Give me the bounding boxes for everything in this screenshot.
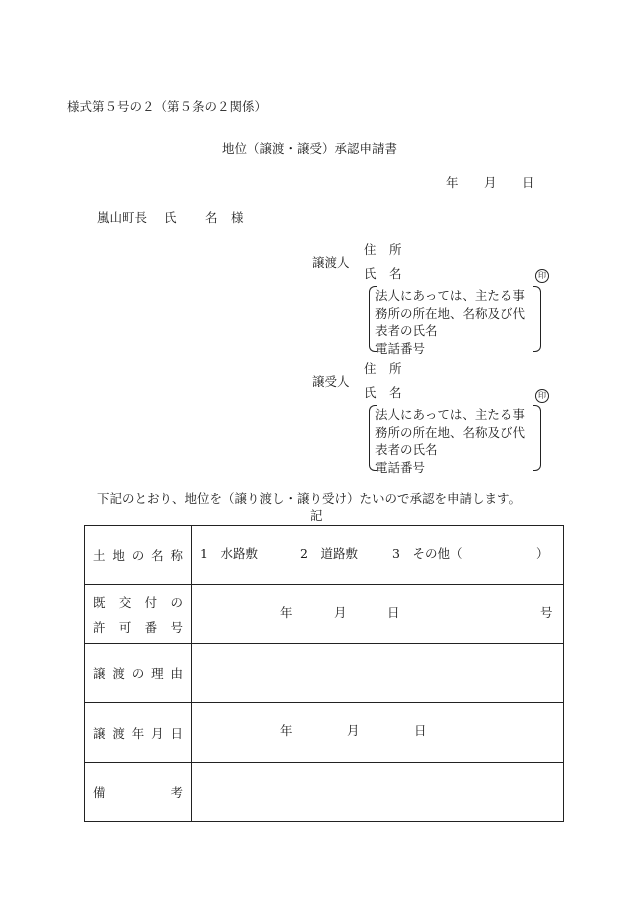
land-option-waterway[interactable]: 1 水路敷: [200, 546, 258, 561]
permit-label: 既 交 付 の 許 可 番 号: [85, 585, 192, 644]
transferor-role: 譲渡人: [312, 255, 350, 270]
addressee-mayor: 嵐山町長: [97, 210, 148, 225]
permit-day: 日: [387, 605, 400, 620]
land-name-label: 土 地 の 名 称: [85, 526, 192, 585]
transferor-name-label: 氏 名: [364, 266, 402, 281]
transferee-note-bracket: [369, 405, 541, 475]
transferee-role: 譲受人: [312, 374, 350, 389]
reason-label: 譲 渡 の 理 由: [85, 644, 192, 703]
table-row-transfer-date: [85, 703, 564, 763]
date-year: 年: [446, 175, 459, 190]
transfer-year: 年: [280, 723, 293, 738]
transferor-address-label: 住 所: [364, 242, 402, 257]
addressee-name-1: 氏: [164, 210, 177, 225]
table-row-permit: [85, 585, 564, 644]
transfer-month: 月: [347, 723, 360, 738]
transferee-note-line: 表者の氏名: [375, 442, 438, 457]
date-day: 日: [522, 175, 535, 190]
transferor-note-bracket: [369, 286, 541, 356]
land-option-close-paren: ）: [536, 546, 549, 561]
application-table: [84, 525, 564, 822]
transferee-note-line: 電話番号: [375, 459, 426, 475]
transferor-note-line: 務所の所在地、名称及び代: [375, 305, 526, 321]
land-option-other[interactable]: 3 その他（: [392, 546, 463, 561]
remarks-label: 備 考: [85, 763, 192, 822]
permit-month: 月: [334, 605, 347, 620]
transferor-note-line: 法人にあっては、主たる事: [375, 288, 525, 303]
document-title: 地位（譲渡・譲受）承認申請書: [222, 141, 398, 156]
transferee-address-label: 住 所: [364, 361, 402, 376]
transferee-seal: 印: [535, 389, 549, 403]
table-row-remarks: [85, 763, 564, 822]
reason-value[interactable]: [192, 644, 564, 703]
transferor-note-line: 電話番号: [375, 340, 426, 356]
transferor-seal: 印: [535, 269, 549, 283]
permit-value[interactable]: [192, 585, 564, 644]
addressee-name-2: 名: [205, 210, 218, 225]
transfer-date-label: 譲 渡 年 月 日: [85, 703, 192, 763]
transfer-day: 日: [414, 723, 427, 738]
permit-number: 号: [540, 605, 553, 620]
date-month: 月: [484, 175, 497, 190]
transferee-name-label: 氏 名: [364, 385, 402, 400]
table-row-land-name: [85, 526, 564, 585]
transferor-note-line: 表者の氏名: [375, 323, 438, 338]
ki-heading: 記: [310, 508, 323, 523]
permit-year: 年: [280, 605, 293, 620]
addressee-honorific: 様: [231, 210, 244, 225]
application-statement: 下記のとおり、地位を（譲り渡し・譲り受け）たいので承認を申請します。: [97, 491, 522, 506]
transferee-note-line: 務所の所在地、名称及び代: [375, 424, 526, 440]
land-option-road[interactable]: 2 道路敷: [300, 546, 358, 561]
transferee-note-line: 法人にあっては、主たる事: [375, 407, 525, 422]
transfer-date-value[interactable]: [192, 703, 564, 763]
remarks-value[interactable]: [192, 763, 564, 822]
table-row-reason: [85, 644, 564, 703]
land-name-value[interactable]: [192, 526, 564, 585]
form-number: 様式第５号の２（第５条の２関係）: [67, 99, 268, 114]
